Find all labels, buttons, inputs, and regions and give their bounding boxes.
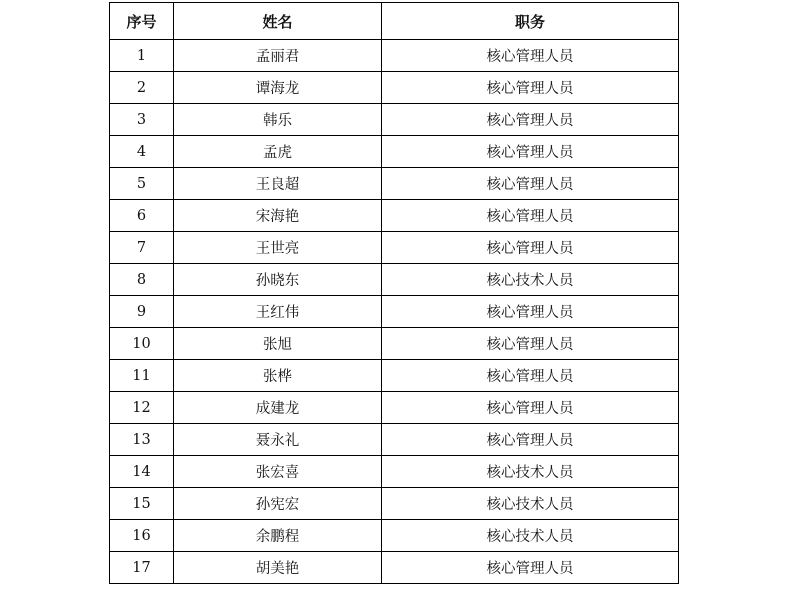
table-row [110,104,679,136]
cell-seq: 10 [110,328,174,360]
cell-role: 核心技术人员 [382,456,679,488]
cell-name: 孟丽君 [174,40,382,72]
cell-seq: 16 [110,520,174,552]
cell-name: 韩乐 [174,104,382,136]
cell-role: 核心技术人员 [382,264,679,296]
cell-name: 余鹏程 [174,520,382,552]
cell-seq: 3 [110,104,174,136]
cell-name: 孙晓东 [174,264,382,296]
cell-seq: 17 [110,552,174,584]
cell-name: 成建龙 [174,392,382,424]
cell-name: 聂永礼 [174,424,382,456]
cell-role: 核心管理人员 [382,232,679,264]
table-row [110,488,679,520]
table-row [110,200,679,232]
cell-role: 核心管理人员 [382,424,679,456]
cell-seq: 12 [110,392,174,424]
cell-role: 核心技术人员 [382,488,679,520]
cell-name: 王世亮 [174,232,382,264]
cell-seq: 15 [110,488,174,520]
cell-seq: 13 [110,424,174,456]
table-row [110,424,679,456]
cell-seq: 8 [110,264,174,296]
cell-role: 核心管理人员 [382,200,679,232]
cell-role: 核心管理人员 [382,296,679,328]
cell-role: 核心管理人员 [382,392,679,424]
cell-role: 核心管理人员 [382,168,679,200]
header-name: 姓名 [174,3,382,40]
cell-name: 孙宪宏 [174,488,382,520]
cell-role: 核心技术人员 [382,520,679,552]
cell-seq: 6 [110,200,174,232]
table-row [110,264,679,296]
cell-name: 王红伟 [174,296,382,328]
cell-name: 孟虎 [174,136,382,168]
cell-seq: 1 [110,40,174,72]
table-header [110,3,679,40]
cell-name: 张桦 [174,360,382,392]
table-row [110,392,679,424]
cell-name: 张旭 [174,328,382,360]
table-row [110,40,679,72]
cell-seq: 7 [110,232,174,264]
table-row [110,360,679,392]
table-row [110,72,679,104]
table-row [110,296,679,328]
cell-seq: 2 [110,72,174,104]
cell-seq: 11 [110,360,174,392]
cell-role: 核心管理人员 [382,328,679,360]
cell-name: 宋海艳 [174,200,382,232]
table-row [110,552,679,584]
cell-role: 核心管理人员 [382,552,679,584]
cell-name: 胡美艳 [174,552,382,584]
cell-role: 核心管理人员 [382,72,679,104]
table-row [110,232,679,264]
table-body [110,40,679,584]
cell-role: 核心管理人员 [382,40,679,72]
cell-name: 谭海龙 [174,72,382,104]
table-row [110,136,679,168]
cell-name: 王良超 [174,168,382,200]
table-row [110,168,679,200]
table-row [110,520,679,552]
cell-seq: 5 [110,168,174,200]
header-row [110,3,679,40]
personnel-table [109,2,679,584]
header-role: 职务 [382,3,679,40]
cell-role: 核心管理人员 [382,360,679,392]
cell-seq: 9 [110,296,174,328]
cell-role: 核心管理人员 [382,104,679,136]
cell-name: 张宏喜 [174,456,382,488]
cell-role: 核心管理人员 [382,136,679,168]
cell-seq: 4 [110,136,174,168]
table-row [110,328,679,360]
header-seq: 序号 [110,3,174,40]
cell-seq: 14 [110,456,174,488]
table-row [110,456,679,488]
